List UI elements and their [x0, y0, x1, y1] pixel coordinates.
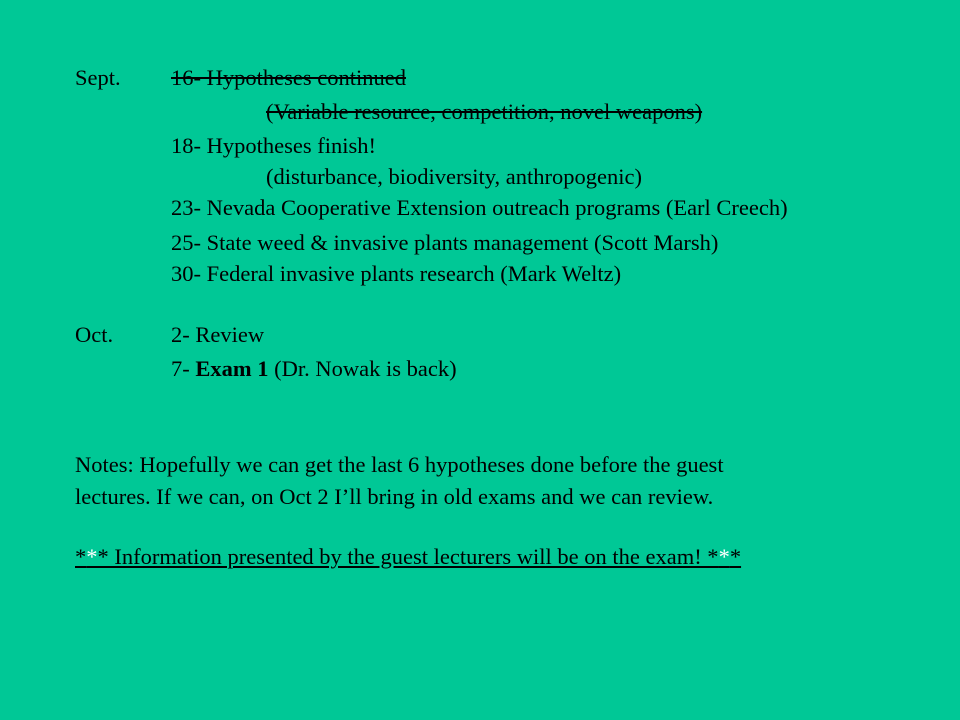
exam-1-label: Exam 1 [195, 356, 269, 381]
oct-2-item: 2- Review [171, 322, 265, 347]
sept-25-item: 25- State weed & invasive plants management (Scott Marsh) [171, 230, 719, 255]
exam-warning [75, 542, 741, 572]
oct-7-item [171, 354, 457, 384]
sept-18-item: 18- Hypotheses finish! [171, 133, 376, 158]
oct-7-suffix: (Dr. Nowak is back) [268, 356, 457, 381]
notes-line-1: Notes: Hopefully we can get the last 6 hypotheses done before the guest [75, 452, 724, 477]
warning-star-1: * [75, 544, 87, 569]
warning-star-4: * [729, 544, 742, 569]
sept-30-item: 30- Federal invasive plants research (Mark Weltz) [171, 261, 622, 286]
month-oct: Oct. [75, 322, 114, 347]
sept-16-item: 16- Hypotheses continued [171, 65, 406, 90]
sept-16-sub: (Variable resource, competition, novel weapons) [266, 99, 703, 124]
notes-line-2: lectures. If we can, on Oct 2 I’ll bring in old exams and we can review. [75, 484, 714, 509]
warning-star-3: * [718, 544, 730, 569]
warning-text: * Information presented by the guest lecturers will be on the exam! * [97, 544, 719, 569]
month-sept: Sept. [75, 65, 121, 90]
oct-7-prefix: 7- [171, 356, 196, 381]
sept-18-sub: (disturbance, biodiversity, anthropogenic) [266, 164, 642, 189]
warning-star-2: * [86, 544, 98, 569]
sept-23-item: 23- Nevada Cooperative Extension outreach programs (Earl Creech) [171, 195, 788, 220]
